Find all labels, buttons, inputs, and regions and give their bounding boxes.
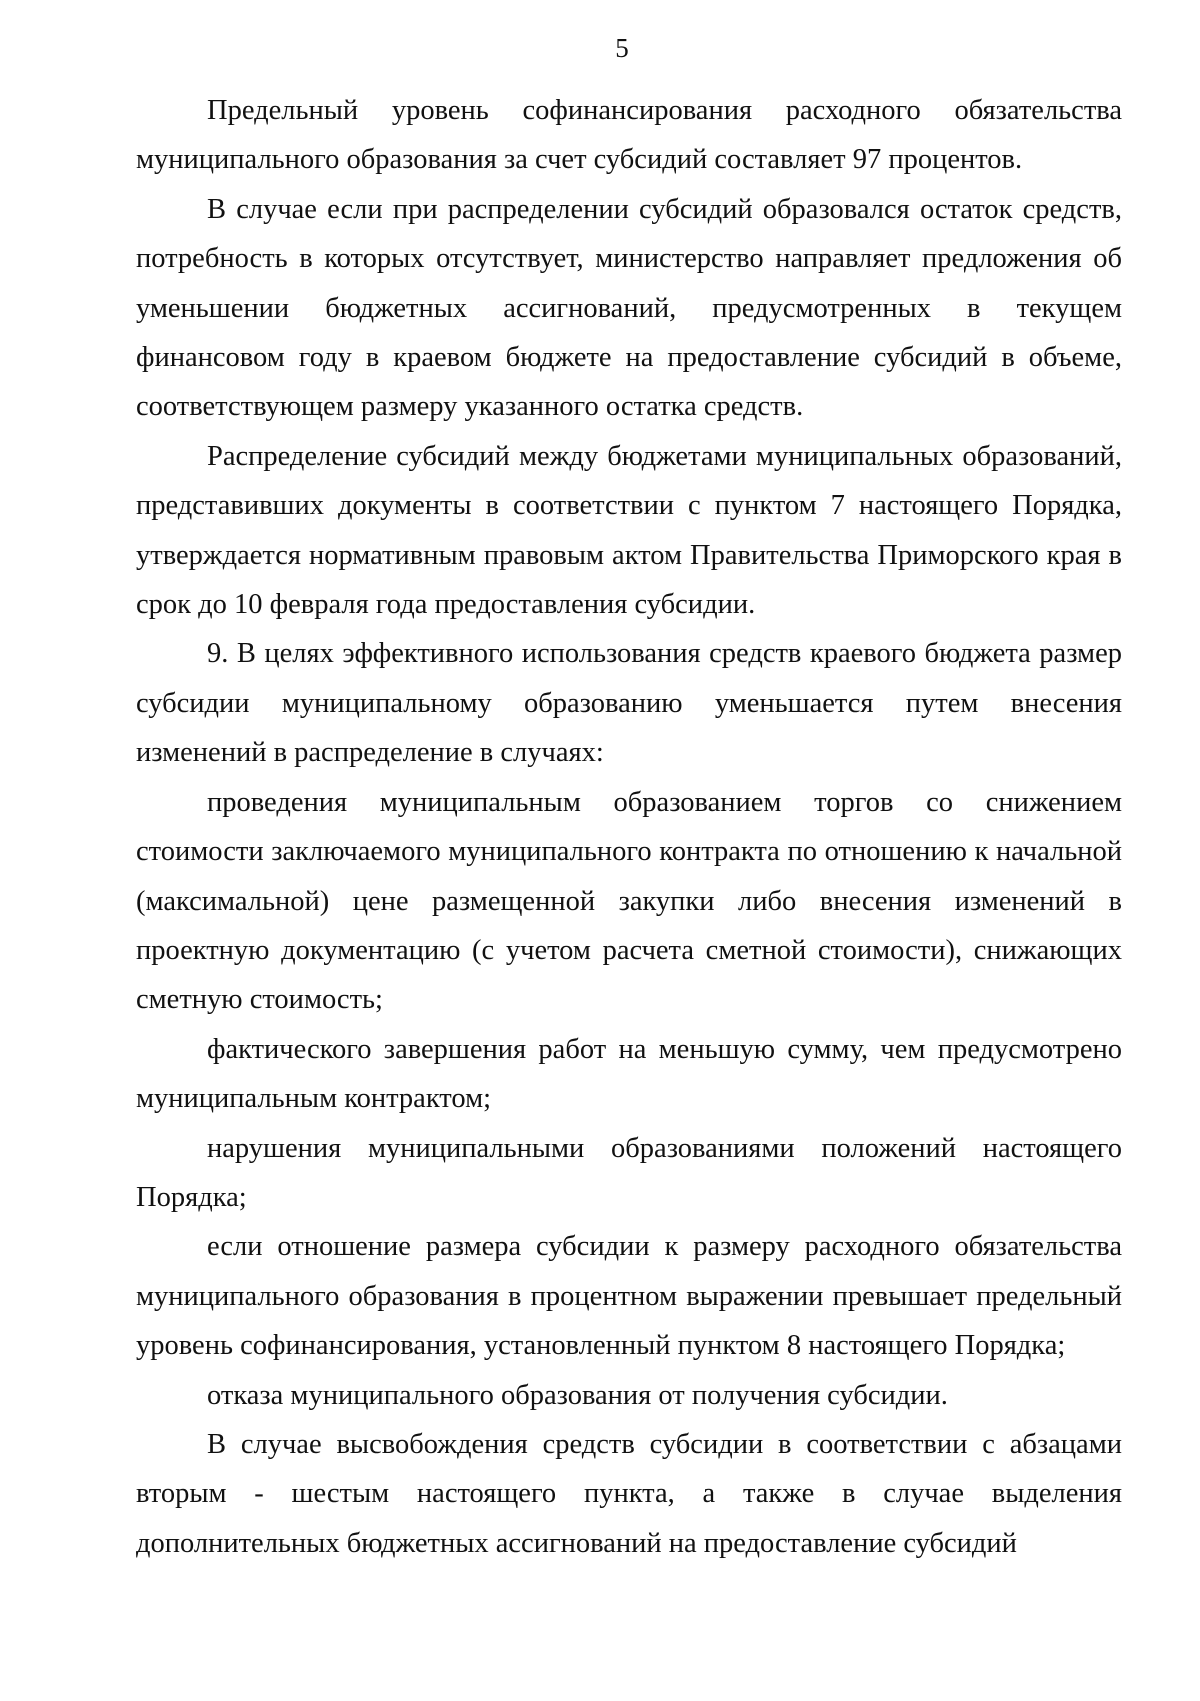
paragraph-remaining-funds: В случае если при распределении субсидий образовался остаток средств, потребность в которых отсутствует, министерство направляет предложения об уменьшении бюджетных ассигнований, предусмотренных в текущем финансовом году в краевом бюджете на предоставление субсидий в объеме, соответствующем размеру указанного остатка средств. — [136, 193, 1122, 423]
paragraph-case-tenders: проведения муниципальным образованием торгов со снижением стоимости заключаемого муниципального контракта по отношению к начальной (максимальной) цене размещенной закупки либо внесения изменений в проектную документацию (с учетом расчета сметной стоимости), снижающих сметную стоимость; — [136, 786, 1122, 1016]
paragraph-case-completion: фактического завершения работ на меньшую сумму, чем предусмотрено муниципальным контрактом; — [136, 1033, 1122, 1115]
paragraph-item-9: 9. В целях эффективного использования средств краевого бюджета размер субсидии муниципальному образованию уменьшается путем внесения изменений в распределение в случаях: — [136, 638, 1122, 769]
paragraph-case-refusal: отказа муниципального образования от получения субсидии. — [207, 1379, 948, 1411]
paragraph-subsidy-distribution: Распределение субсидий между бюджетами муниципальных образований, представивших документы в соответствии с пунктом 7 настоящего Порядка, утверждается нормативным правовым актом Правительства Приморского края в срок до 10 февраля года предоставления субсидии. — [136, 440, 1122, 621]
paragraph-released-funds: В случае высвобождения средств субсидии в соответствии с абзацами вторым - шестым настоящего пункта, а также в случае выделения дополнительных бюджетных ассигнований на предоставление субсидий — [136, 1428, 1122, 1559]
document-body — [136, 86, 1122, 1568]
paragraph-case-ratio: если отношение размера субсидии к размеру расходного обязательства муниципального образования в процентном выражении превышает предельный уровень софинансирования, установленный пунктом 8 настоящего Порядка; — [136, 1231, 1122, 1362]
paragraph-cofinancing-limit: Предельный уровень софинансирования расходного обязательства муниципального образования за счет субсидий составляет 97 процентов. — [136, 95, 1122, 176]
paragraph-case-violation: нарушения муниципальными образованиями положений настоящего Порядка; — [136, 1132, 1122, 1213]
page-number: 5 — [615, 33, 629, 63]
